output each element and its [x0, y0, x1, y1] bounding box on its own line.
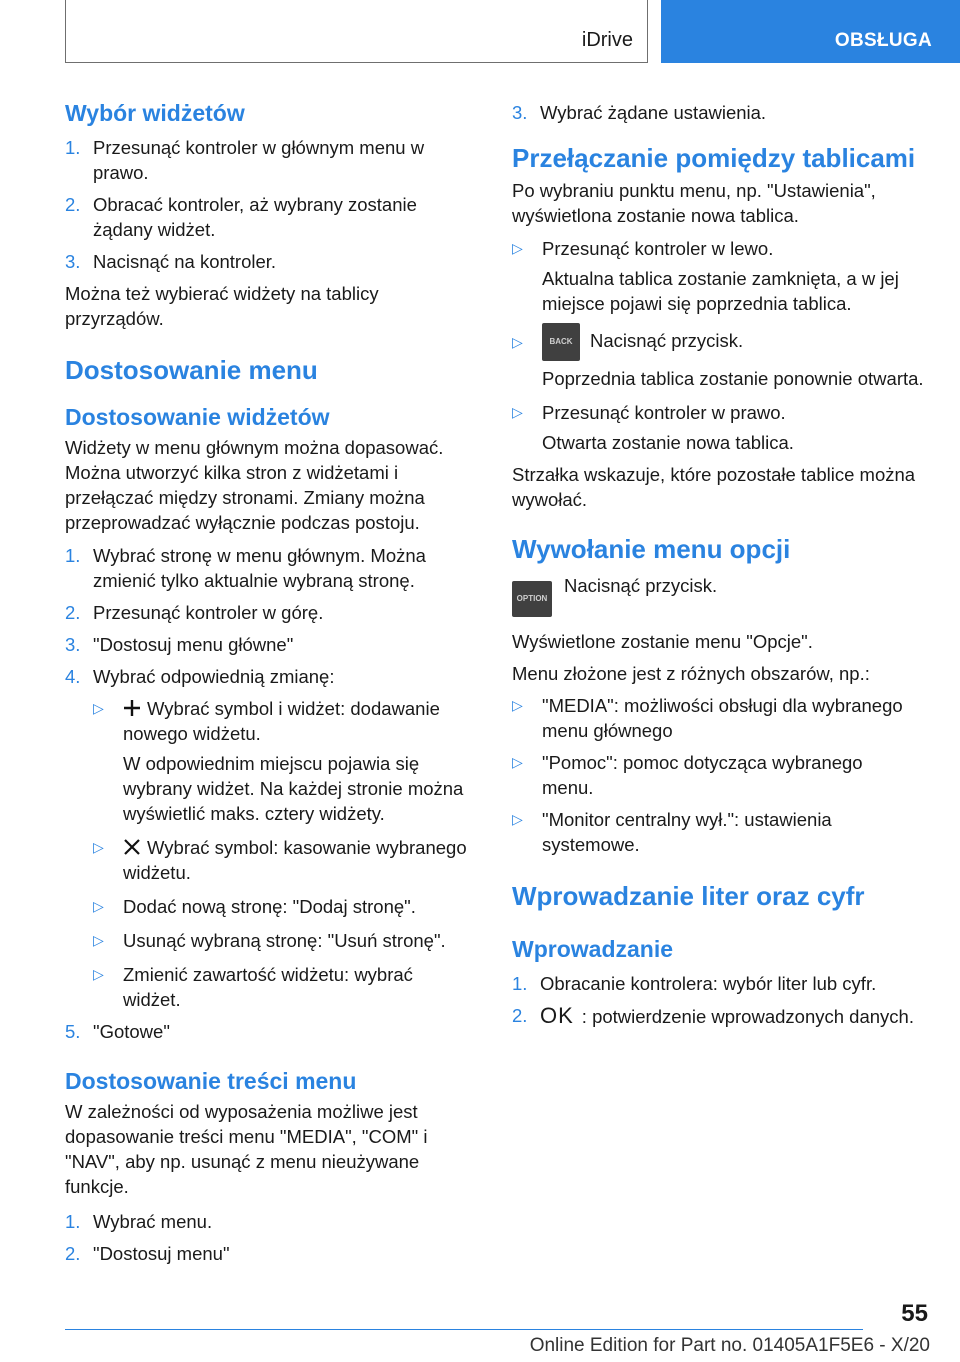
footer-edition: Online Edition for Part no. 01405A1F5E6 - X/20	[529, 1335, 930, 1356]
header-section-bar	[661, 0, 960, 63]
list-item: 2. OK : potwierdzenie wprowadzonych danych.	[512, 1003, 914, 1028]
bullet-triangle-icon: ▷	[93, 932, 104, 948]
page-number: 55	[901, 1300, 928, 1327]
list-item: 3. Wybrać żądane ustawienia.	[512, 102, 767, 123]
list-item: ▷ Wybrać symbol i widżet: dodawanie nowego widżetu.	[93, 698, 440, 744]
bullet-triangle-icon: ▷	[512, 811, 523, 827]
close-icon	[123, 838, 141, 856]
list-item: 1. Wybrać menu.	[65, 1211, 213, 1232]
bullet-triangle-icon: ▷	[512, 333, 523, 350]
heading-switch-boards: Przełączanie pomiędzy tablicami	[512, 143, 916, 173]
sub-list	[65, 696, 485, 1012]
list-item: ▷ Zmienić zawartość widżetu: wybrać widżet.	[93, 964, 413, 1010]
list-item: ▷ Dodać nową stronę: "Dodaj stronę".	[93, 896, 416, 917]
plus-icon	[123, 699, 141, 717]
list-item: 2. Przesunąć kontroler w górę.	[65, 602, 324, 623]
list-item: 2. Obracać kontroler, aż wybrany zostanie żądany widżet.	[65, 194, 417, 240]
bullet-triangle-icon: ▷	[512, 697, 523, 713]
paragraph: Można też wybierać widżety na tablicy przyrządów.	[65, 283, 379, 329]
header-tab-frame	[65, 0, 648, 63]
list-item: ▷ "Monitor centralny wył.": ustawienia systemowe.	[512, 809, 832, 855]
header-tab-idrive: iDrive	[581, 29, 633, 51]
header-section-title: OBSŁUGA	[834, 30, 932, 51]
list-item: 1. Obracanie kontrolera: wybór liter lub cyfr.	[512, 973, 877, 994]
paragraph: Otwarta zostanie nowa tablica.	[542, 432, 794, 453]
bullet-triangle-icon: ▷	[512, 404, 523, 420]
heading-widgets-customize: Dostosowanie widżetów	[65, 404, 330, 430]
paragraph: Strzałka wskazuje, które pozostałe tablice można wywołać.	[512, 464, 916, 510]
list-item: 5. "Gotowe"	[65, 1021, 170, 1042]
list-item: 3. "Dostosuj menu główne"	[65, 634, 294, 655]
list-item: 1. Wybrać stronę w menu głównym. Można zmienić tylko aktualnie wybraną stronę.	[65, 545, 426, 591]
left-column	[65, 100, 485, 1266]
paragraph: W zależności od wyposażenia możliwe jest dopasowanie treści menu "MEDIA", "COM" i "NAV", aby np. usunąć z menu nieużywane funkcje.	[65, 1101, 428, 1197]
option-row: OPTION Nacisnąć przycisk.	[512, 573, 932, 617]
list-item: 4. Wybrać odpowiednią zmianę:	[65, 666, 335, 687]
paragraph: Po wybraniu punktu menu, np. "Ustawienia", wyświetlona zostanie nowa tablica.	[512, 180, 876, 226]
list-item: ▷ BACK Nacisnąć przycisk.	[512, 323, 932, 361]
list-item: ▷ Przesunąć kontroler w lewo.	[512, 238, 774, 259]
heading-input: Wprowadzanie	[512, 936, 674, 962]
heading-menu-customize: Dostosowanie menu	[65, 355, 318, 385]
bullet-triangle-icon: ▷	[93, 966, 104, 982]
paragraph: Menu złożone jest z różnych obszarów, np.:	[512, 663, 870, 684]
list-item: ▷ Wybrać symbol: kasowanie wybranego widżetu.	[93, 837, 467, 883]
list-item: ▷ "MEDIA": możliwości obsługi dla wybranego menu głównego	[512, 695, 903, 741]
list-item: 3. Nacisnąć na kontroler.	[65, 251, 277, 272]
heading-letters-digits: Wprowadzanie liter oraz cyfr	[512, 881, 865, 911]
heading-menu-content-customize: Dostosowanie treści menu	[65, 1068, 357, 1094]
back-button-icon: BACK	[542, 323, 580, 361]
bullet-triangle-icon: ▷	[512, 754, 523, 770]
paragraph: Aktualna tablica zostanie zamknięta, a w jej miejsce pojawi się poprzednia tablica.	[542, 268, 899, 314]
paragraph: Wyświetlone zostanie menu "Opcje".	[512, 631, 813, 652]
ok-icon: OK	[540, 1003, 574, 1028]
bullet-triangle-icon: ▷	[93, 700, 104, 716]
right-column	[512, 100, 932, 1029]
list-item: ▷ Usunąć wybraną stronę: "Usuń stronę".	[93, 930, 446, 951]
footer-divider	[65, 1329, 863, 1330]
bullet-triangle-icon: ▷	[93, 898, 104, 914]
list-item: ▷ Przesunąć kontroler w prawo.	[512, 402, 786, 423]
bullet-triangle-icon: ▷	[512, 240, 523, 256]
heading-widget-selection: Wybór widżetów	[65, 100, 245, 126]
heading-options-menu: Wywołanie menu opcji	[512, 534, 791, 564]
list-item: 2. "Dostosuj menu"	[65, 1243, 230, 1264]
option-button-icon: OPTION	[512, 581, 552, 617]
paragraph: Widżety w menu głównym można dopasować. Można utworzyć kilka stron z widżetami i przełączać między stronami. Zmiany można przeprowadzać wyłącznie podczas postoju.	[65, 437, 444, 533]
paragraph: W odpowiednim miejscu pojawia się wybrany widżet. Na każdej stronie można wyświetlić maks. cztery widżety.	[123, 753, 464, 824]
list-item: 1. Przesunąć kontroler w głównym menu w prawo.	[65, 137, 425, 183]
list-item: ▷ "Pomoc": pomoc dotycząca wybranego menu.	[512, 752, 863, 798]
paragraph: Poprzednia tablica zostanie ponownie otwarta.	[542, 368, 924, 389]
bullet-triangle-icon: ▷	[93, 839, 104, 855]
